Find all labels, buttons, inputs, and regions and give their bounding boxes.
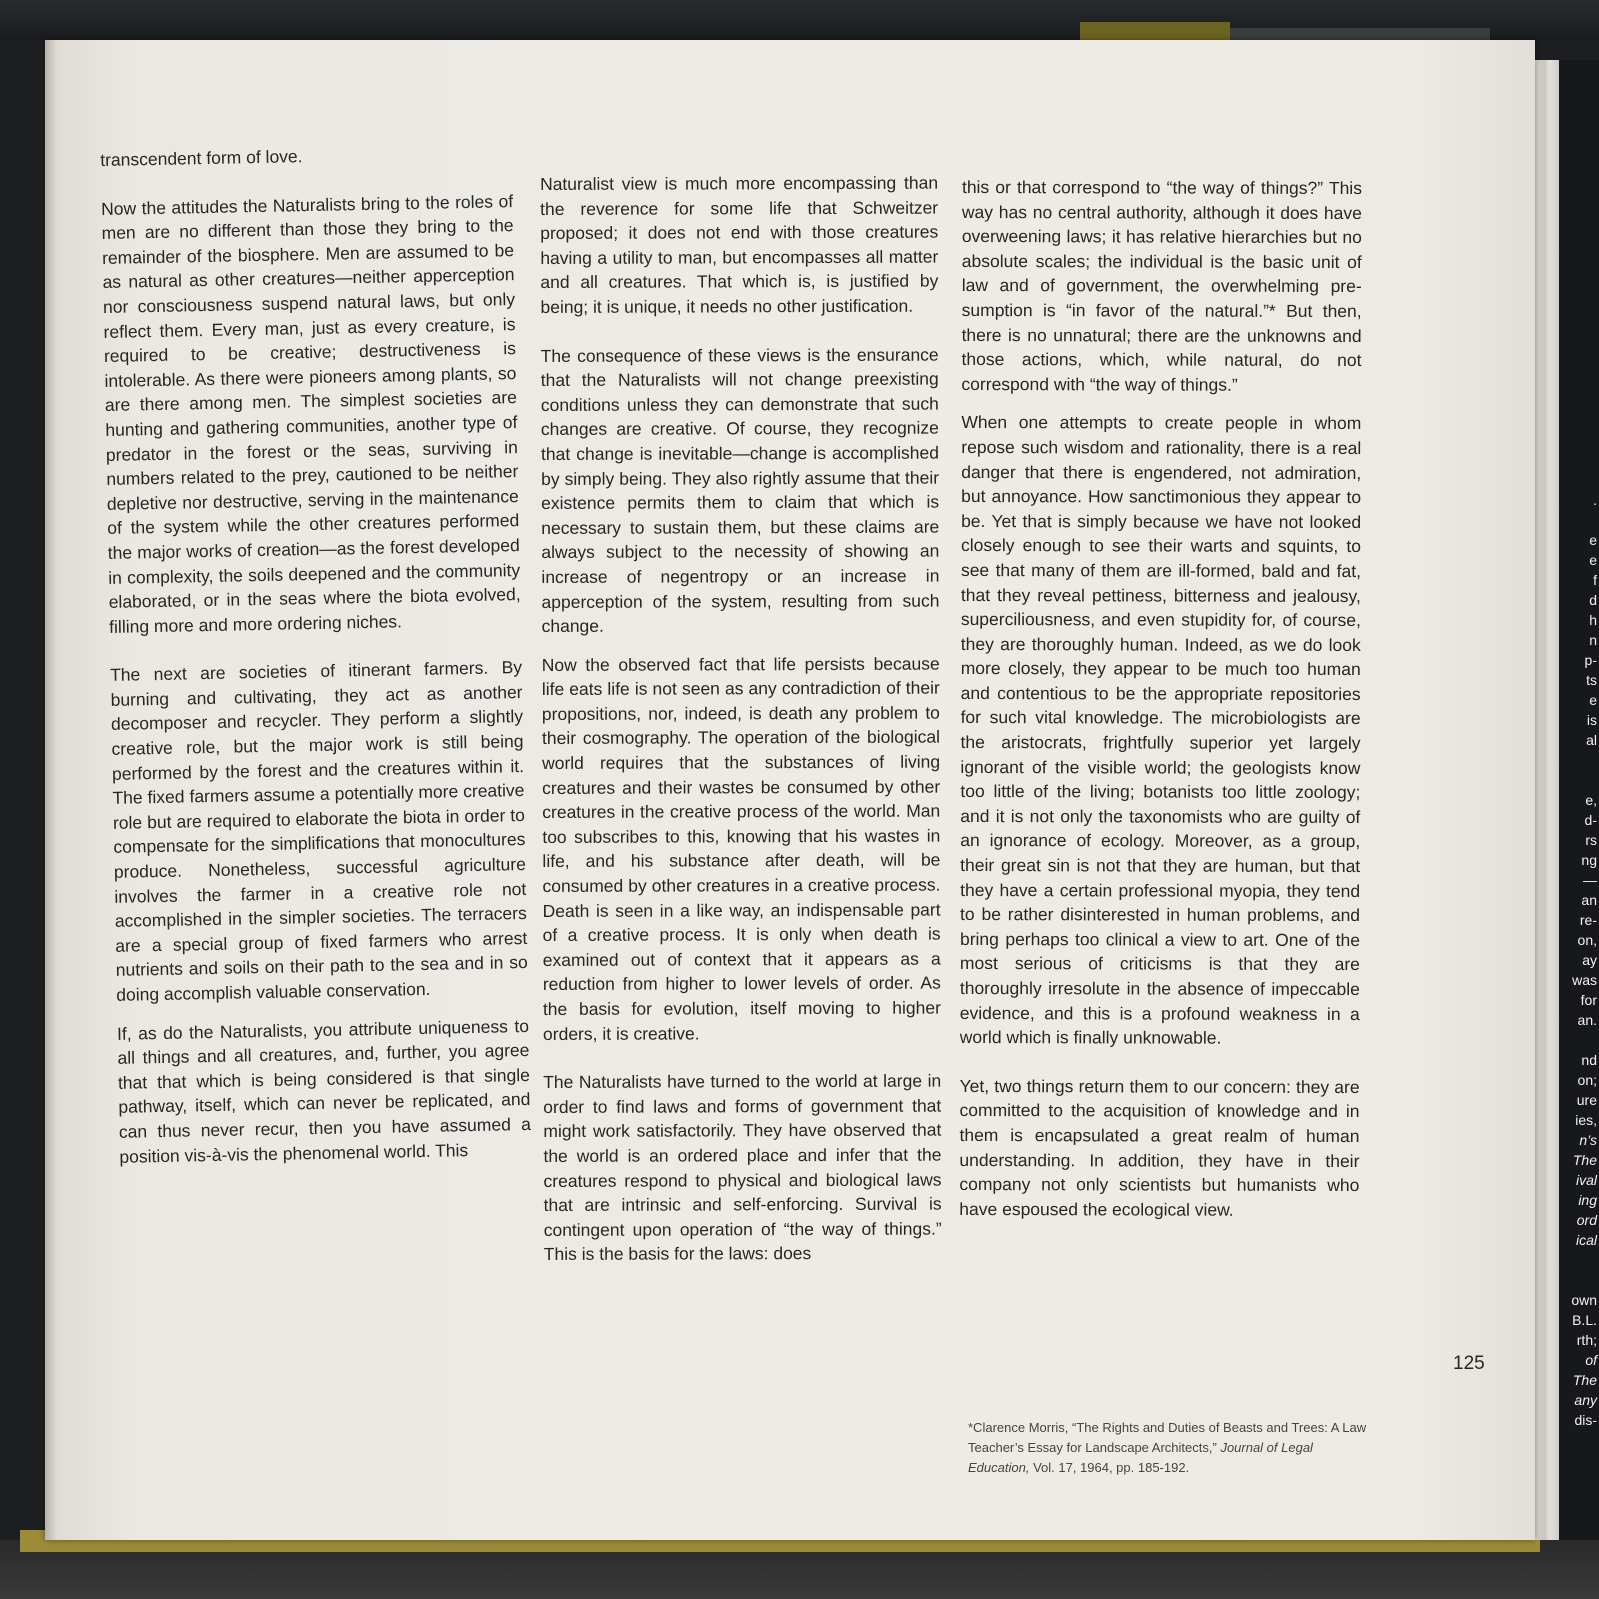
paragraph: If, as do the Naturalists, you attribute uniqueness to all things and all creatures, and, further, you agree that that which is being considered is that single pathway, itself, which can never be replicated, and can thus never recur, then you have assumed a position vis-à-vis the phenomenal world. This — [116, 1015, 532, 1167]
footnote-journal: Journal of Legal Education, — [968, 1440, 1313, 1475]
edge-fragment: — — [1583, 872, 1597, 888]
edge-fragment: ng — [1581, 852, 1597, 868]
edge-fragment: any — [1574, 1392, 1597, 1408]
edge-fragment: ical — [1575, 1232, 1597, 1248]
edge-fragment: rs — [1585, 832, 1597, 848]
edge-fragment: The — [1572, 1372, 1597, 1388]
next-page-text-fragments — [1537, 60, 1597, 1430]
paragraph: Now the observed fact that life persists because life eats life is not seen as any contradiction of their propositions, nor, indeed, is death any problem to their cosmography. The operation of the biological world requires that the substances of living creatures and their wastes be consumed by other creatures in the creative process of the world. Man too subscribes to this, knowing that his wastes in life, and his substance after death, will be consumed by other creatures in a creative process. Death is seen in a like way, an indispensable part of a creative process. It is only when death is examined out of context that it appears as a reduction from higher to lower levels of order. As the basis for evolution, itself moving to higher orders, it is creative. — [541, 653, 941, 1044]
edge-fragment: ure — [1576, 1092, 1597, 1108]
edge-fragment: ival — [1575, 1172, 1597, 1188]
edge-fragment: rth; — [1576, 1332, 1597, 1348]
edge-fragment: . — [1593, 492, 1597, 508]
edge-fragment: d- — [1584, 812, 1597, 828]
paragraph: The next are societies of itinerant farmers. By burning and cultivating, they act as another decomposer and recycler. They perform a slightly creative role, but the major work is still being performed by the forest and the creatures within it. The fixed farmers assume a potentially more creative role but are required to elaborate the biota in order to compensate for the simplifications that monocultures produce. Nonetheless, successful agriculture involves the farmer in a creative role not accomplished in the simpler societies. The terracers are a special group of fixed farmers who arrest nutrients and soils on their path to the sea and in so doing accomplish valuable conservation. — [109, 657, 528, 1005]
edge-fragment: n’s — [1579, 1132, 1597, 1148]
edge-fragment: e, — [1585, 792, 1597, 808]
edge-fragment: re- — [1579, 912, 1597, 928]
edge-fragment: was — [1572, 972, 1597, 988]
edge-fragment: for — [1580, 992, 1597, 1008]
edge-fragment: of — [1585, 1352, 1597, 1368]
edge-fragment: e — [1589, 532, 1597, 548]
edge-fragment: an — [1581, 892, 1597, 908]
edge-fragment: ing — [1578, 1192, 1597, 1208]
paragraph: this or that correspond to “the way of things?” This way has no central authority, although it does have overweening laws; it has relative hierarchies but no absolute scales; the individual is the basic unit of law and of government, the overwhelming presumption is “in favor of the natural.”* But then, there is no unnatural; there are the unknowns and those actions, which, while natural, do not correspond with “the way of things.” — [961, 177, 1362, 395]
edge-fragment: ord — [1576, 1212, 1597, 1228]
edge-fragment — [1537, 1030, 1597, 1050]
page-number: 125 — [1453, 1353, 1485, 1374]
edge-fragment: ies, — [1575, 1112, 1597, 1128]
edge-fragment — [1537, 1270, 1597, 1290]
next-page-edge — [1535, 60, 1599, 1540]
edge-fragment: e — [1589, 692, 1597, 708]
footnote-citation: Vol. 17, 1964, pp. 185-192. — [1033, 1460, 1190, 1475]
edge-fragment: p- — [1584, 652, 1597, 668]
edge-fragment: is — [1586, 712, 1597, 728]
edge-fragment — [1537, 770, 1597, 790]
edge-spacer — [1537, 60, 1597, 490]
edge-fragment: an. — [1577, 1012, 1597, 1028]
edge-fragment: ay — [1582, 952, 1597, 968]
edge-fragment: own — [1571, 1292, 1597, 1308]
edge-fragment: on, — [1577, 932, 1597, 948]
paragraph: transcendent form of love. — [100, 146, 303, 170]
text-column-1 — [100, 140, 532, 1193]
footnote-text: *Clarence Morris, “The Rights and Duties of Beasts and Trees: A Law Teacher’s Essay for Landscape Architects,” — [968, 1420, 1367, 1455]
edge-fragment — [1537, 510, 1597, 530]
text-column-2 — [540, 171, 942, 1291]
paragraph: Yet, two things return them to our concern: they are committed to the acquisition of knowledge and in them is encapsulated a great realm of human understanding. In addition, they have in their company not only scientists but humanists who have espoused the ecological view. — [959, 1075, 1360, 1220]
footnote — [968, 1418, 1368, 1478]
edge-fragment — [1537, 750, 1597, 770]
paragraph: The consequence of these views is the ensurance that the Naturalists will not change preexisting conditions unless they can demonstrate that such changes are creative. Of course, they recognize that change is inevitable—change is accomplished by simply being. They also rightly assume that their existence permits them to claim that which is necessary to sustain them, but these claims are always subject to the necessity of showing an increase of negentropy or an increase in apperception of the system, resulting from such change. — [540, 344, 940, 637]
text-column-3 — [959, 175, 1362, 1246]
edge-fragment — [1537, 1250, 1597, 1270]
edge-fragment: h — [1589, 612, 1597, 628]
edge-fragment: f — [1593, 572, 1597, 588]
edge-fragment: nd — [1581, 1052, 1597, 1068]
edge-fragment: on; — [1577, 1072, 1597, 1088]
paragraph: When one attempts to create people in whom repose such wisdom and rationality, there is a real danger that there is engendered, not admiration, but annoyance. How sanctimonious they appear to be. Yet that is simply because we have not looked closely enough to see their warts and squints, to see that many of them are ill-formed, bald and fat, that they reveal pettiness, bitterness and jealousy, superciliousness, and even stupidity for, of course, they are thoroughly human. Indeed, as we do look more closely, they appear to be much too human and contentious to be the appropriate repositories for such vital knowledge. The microbiologists are the aristocrats, frightfully superior yet largely ignorant of the visible world; the geologists know too little of the living; botanists too little zoology; and it is not only the taxonomists who are guilty of an ignorance of ecology. Moreover, as a group, their great sin is not that they are human, but that they have a certain professional myopia, they tend to be rather disinterested in human problems, and bring perhaps too clinical a view to art. One of the most serious of criticisms is that they are thoroughly irresolute in the absence of impeccable evidence, and this is a profound weakness in a world which is finally unknowable. — [959, 412, 1362, 1048]
edge-fragment: dis- — [1574, 1412, 1597, 1428]
edge-fragment: ts — [1586, 672, 1597, 688]
edge-fragment: e — [1589, 552, 1597, 568]
edge-fragment: d — [1589, 592, 1597, 608]
edge-fragment: B.L. — [1572, 1312, 1597, 1328]
gutter-shadow — [45, 40, 57, 1540]
paragraph: The Naturalists have turned to the world at large in order to find laws and forms of government that might work satisfactorily. They have observed that the world is an ordered place and infer that the creatures respond to physical and biological laws that are intrinsic and self-enforcing. Survival is contingent upon operation of “the way of things.” This is the basis for the laws: does — [543, 1070, 942, 1265]
paragraph: Naturalist view is much more encompassing than the reverence for some life that Schweitzer proposed; it does not end with those creatures having a utility to man, but encompasses all matter and all creatures. That which is, is justified by being; it is unique, it needs no other justification. — [540, 172, 939, 317]
paragraph: Now the attitudes the Naturalists bring to the roles of men are no different than those they bring to the remainder of the biosphere. Men are assumed to be as natural as other creatures—neither apperception nor consciousness suspend natural laws, but only reflect them. Every man, just as every creature, is required to be creative; destructiveness is intolerable. As there were pioneers among plants, so are there among men. The simplest societies are hunting and gathering communities, another type of predator in the forest or the seas, surviving in numbers related to the prey, cautioned to be neither depletive nor destructive, serving in the maintenance of the system while the other creatures performed the major works of creation—as the forest developed in complexity, the soils deepened and the community elaborated, or in the seas where the biota evolved, filling more and more ordering niches. — [100, 190, 521, 637]
edge-fragment: The — [1572, 1152, 1597, 1168]
edge-fragment: n — [1589, 632, 1597, 648]
edge-fragment: al — [1586, 732, 1597, 748]
